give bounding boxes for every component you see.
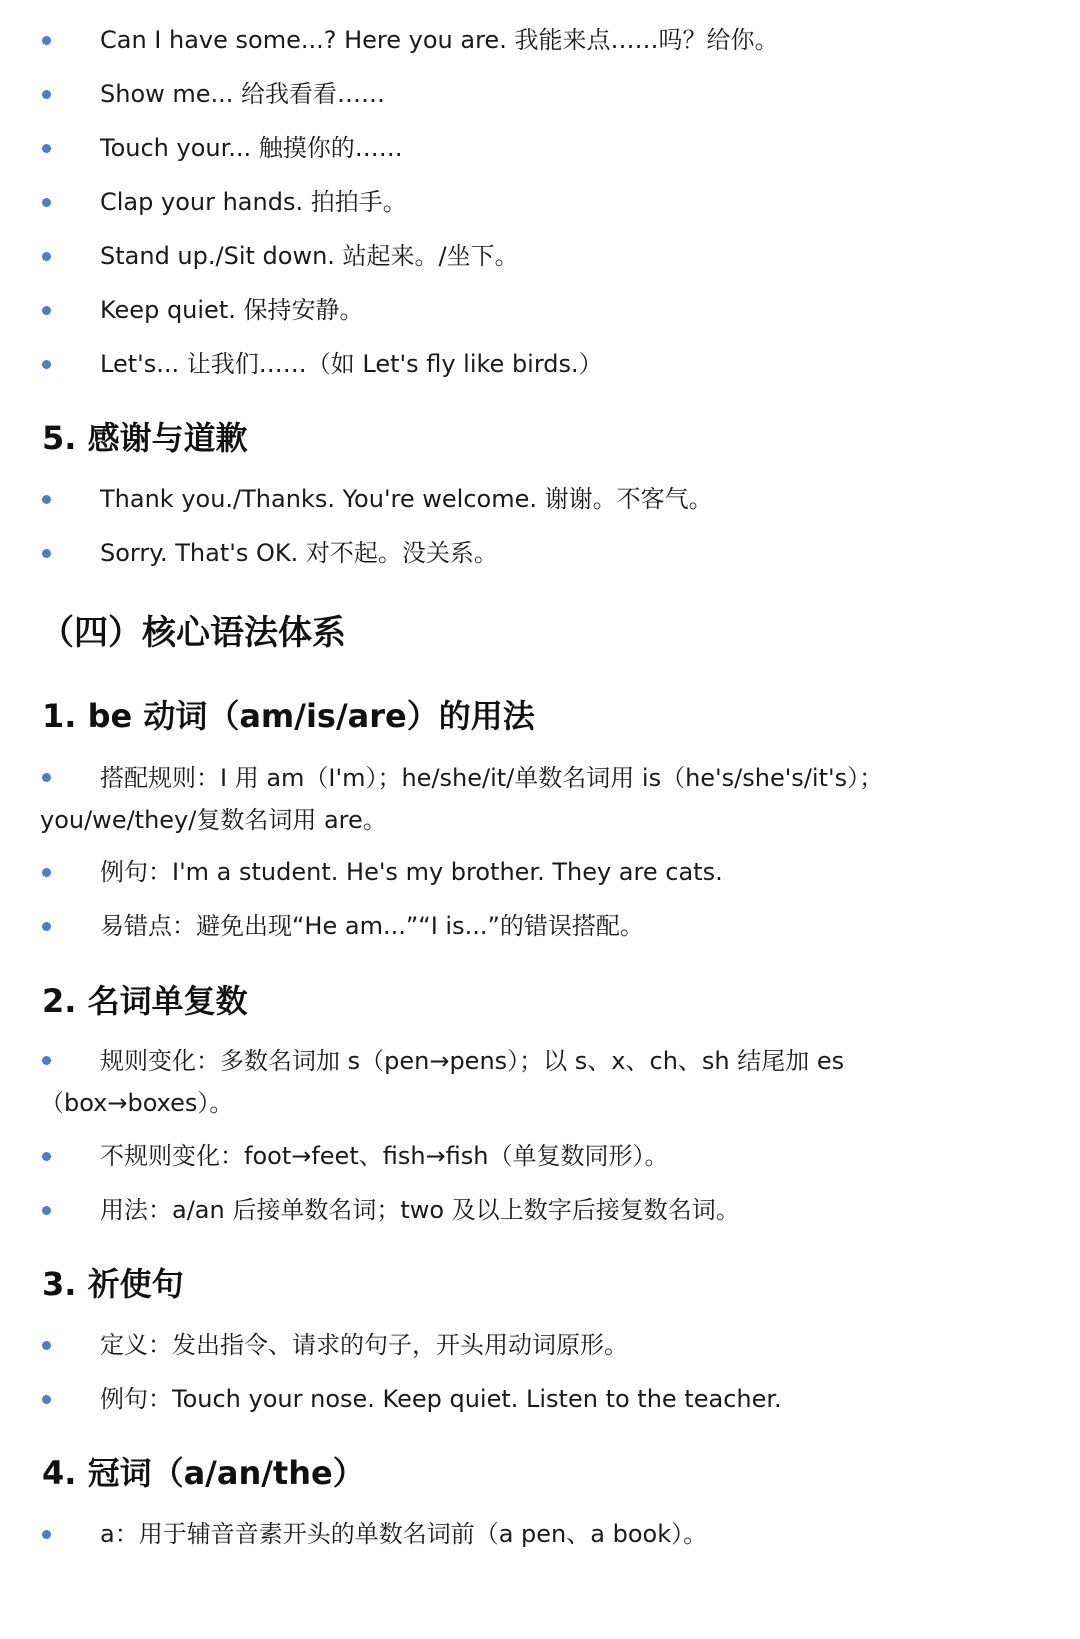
section-heading-thanks-apology: 5. 感谢与道歉 <box>42 419 248 457</box>
section-heading-noun-plurals: 2. 名词单复数 <box>42 982 248 1020</box>
list-item-text: Keep quiet. 保持安静。 <box>100 296 364 324</box>
bullet-icon <box>42 868 51 877</box>
list-item-text: 定义：发出指令、请求的句子，开头用动词原形。 <box>100 1331 628 1359</box>
bullet-icon <box>42 922 51 931</box>
bullet-icon <box>42 495 51 504</box>
list-item-text: 规则变化：多数名词加 s（pen→pens）；以 s、x、ch、sh 结尾加 es（box→boxes）。 <box>40 1047 845 1117</box>
list-item-text: 用法：a/an 后接单数名词；two 及以上数字后接复数名词。 <box>100 1196 740 1224</box>
bullet-icon <box>42 1395 51 1404</box>
section-heading-imperatives: 3. 祈使句 <box>42 1265 184 1303</box>
list-item-text: Let's... 让我们……（如 Let's fly like birds.） <box>100 350 603 378</box>
bullet-icon <box>42 549 51 558</box>
list-item-text: 易错点：避免出现“He am...”“I is...”的错误搭配。 <box>100 912 644 940</box>
list-item-text: Touch your... 触摸你的…… <box>100 134 403 162</box>
bullet-icon <box>42 773 51 782</box>
list-item-text: a：用于辅音音素开头的单数名词前（a pen、a book）。 <box>100 1520 708 1548</box>
list-item-text: Thank you./Thanks. You're welcome. 谢谢。不客气。 <box>100 485 713 513</box>
bullet-icon <box>42 1152 51 1161</box>
bullet-icon <box>42 360 51 369</box>
list-item-text: 例句：Touch your nose. Keep quiet. Listen to the teacher. <box>100 1385 782 1413</box>
bullet-icon <box>42 144 51 153</box>
bullet-icon <box>42 1530 51 1539</box>
list-item-text: 搭配规则：I 用 am（I'm）；he/she/it/单数名词用 is（he's/she's/it's）；you/we/they/复数名词用 are。 <box>40 764 884 834</box>
list-item <box>0 1040 1080 1124</box>
part-heading-core-grammar: （四）核心语法体系 <box>40 613 346 653</box>
section-heading-be-verb: 1. be 动词（am/is/are）的用法 <box>42 697 535 735</box>
list-item-text: 例句：I'm a student. He's my brother. They are cats. <box>100 858 723 886</box>
bullet-icon <box>42 36 51 45</box>
list-item <box>0 757 1080 841</box>
bullet-icon <box>42 1206 51 1215</box>
list-item-text: Can I have some...? Here you are. 我能来点……吗？给你。 <box>100 26 779 54</box>
list-item-text: Sorry. That's OK. 对不起。没关系。 <box>100 539 498 567</box>
bullet-icon <box>42 252 51 261</box>
list-item-text: Clap your hands. 拍拍手。 <box>100 188 407 216</box>
list-item-text: Show me... 给我看看…… <box>100 80 386 108</box>
list-item-text: 不规则变化：foot→feet、fish→fish（单复数同形）。 <box>100 1142 669 1170</box>
list-item-text: Stand up./Sit down. 站起来。/坐下。 <box>100 242 519 270</box>
bullet-icon <box>42 1056 51 1065</box>
bullet-icon <box>42 306 51 315</box>
bullet-icon <box>42 198 51 207</box>
section-heading-articles: 4. 冠词（a/an/the） <box>42 1454 365 1492</box>
bullet-icon <box>42 90 51 99</box>
bullet-icon <box>42 1341 51 1350</box>
